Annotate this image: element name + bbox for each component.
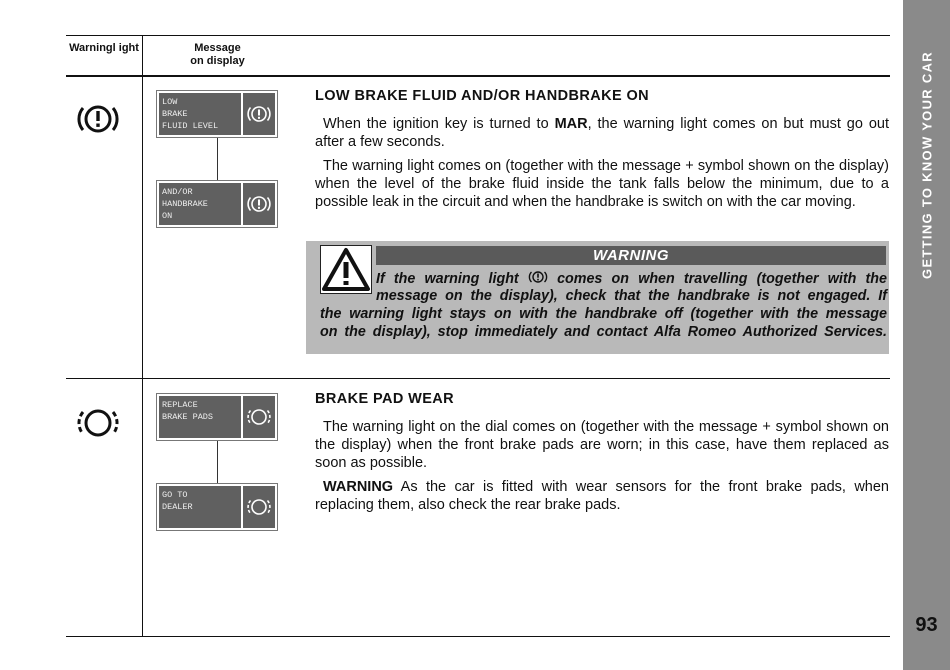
brake-warning-icon [528,269,548,285]
top-rule [66,35,890,36]
section1-paragraph1: When the ignition key is turned to MAR, the warning light comes on but must go out after a few seconds. [315,116,889,150]
warning-title: WARNING [376,246,886,265]
display-handbrake-on [156,180,278,228]
section-title-brake-fluid: LOW BRAKE FLUID AND/OR HANDBRAKE ON [315,88,650,104]
bottom-rule [66,636,890,637]
brake-warning-icon [246,101,272,127]
warning-triangle-icon [320,245,372,294]
warning-line2: message on the display), check that the handbrake is not engaged. If [376,288,887,304]
brake-pad-wear-icon [246,404,272,430]
column-divider [142,35,143,637]
header-message-line1: Message [194,42,241,54]
page-number: 93 [915,614,938,636]
header-warning-light: Warningl ight [69,42,139,54]
section-title-brake-pad-wear: BRAKE PAD WEAR [315,391,455,407]
display-go-to-dealer [156,483,278,531]
section-divider [66,378,890,379]
header-message-display [160,42,275,68]
display-low-brake-fluid [156,90,278,138]
header-rule [66,75,890,77]
display-message: AND/OR HANDBRAKE ON [162,187,208,221]
section2-paragraph1: The warning light on the dial comes on (together with the message + symbol shown on the display) when the front brake pads are worn; in this case, have them replaced as soon as possible. [315,419,889,471]
display-message: LOW BRAKE FLUID LEVEL [162,97,219,131]
warning-line4: on the display), stop immediately and contact Alfa Romeo Authorized Services. [320,324,887,340]
connector-line [217,441,218,483]
brake-warning-icon [74,100,122,138]
brake-warning-icon [246,191,272,217]
display-message: GO TO DEALER [162,490,193,512]
brake-pad-wear-icon [74,404,122,442]
header-message-line2: on display [190,55,245,67]
connector-line [217,138,218,180]
brake-pad-wear-icon [246,494,272,520]
section1-paragraph2: The warning light comes on (together with the message + symbol shown on the display) when the level of the brake fluid inside the tank falls below the minimum, due to a possible leak in the circuit and when the handbrake is switch on with the car moving. [315,158,889,210]
display-replace-brake-pads [156,393,278,441]
section2-paragraph2: WARNING As the car is fitted with wear sensors for the front brake pads, when replacing them, also check the rear brake pads. [315,479,889,513]
section1-body [315,115,889,211]
section2-body [315,418,889,514]
warning-line1: If the warning light comes on when travelling (together with the [376,271,887,287]
warning-line3: the warning light stays on with the handbrake off (together with the message [320,306,887,322]
display-message: REPLACE BRAKE PADS [162,400,214,422]
warning-box [306,241,889,354]
chapter-title: GETTING TO KNOW YOUR CAR [919,51,935,279]
